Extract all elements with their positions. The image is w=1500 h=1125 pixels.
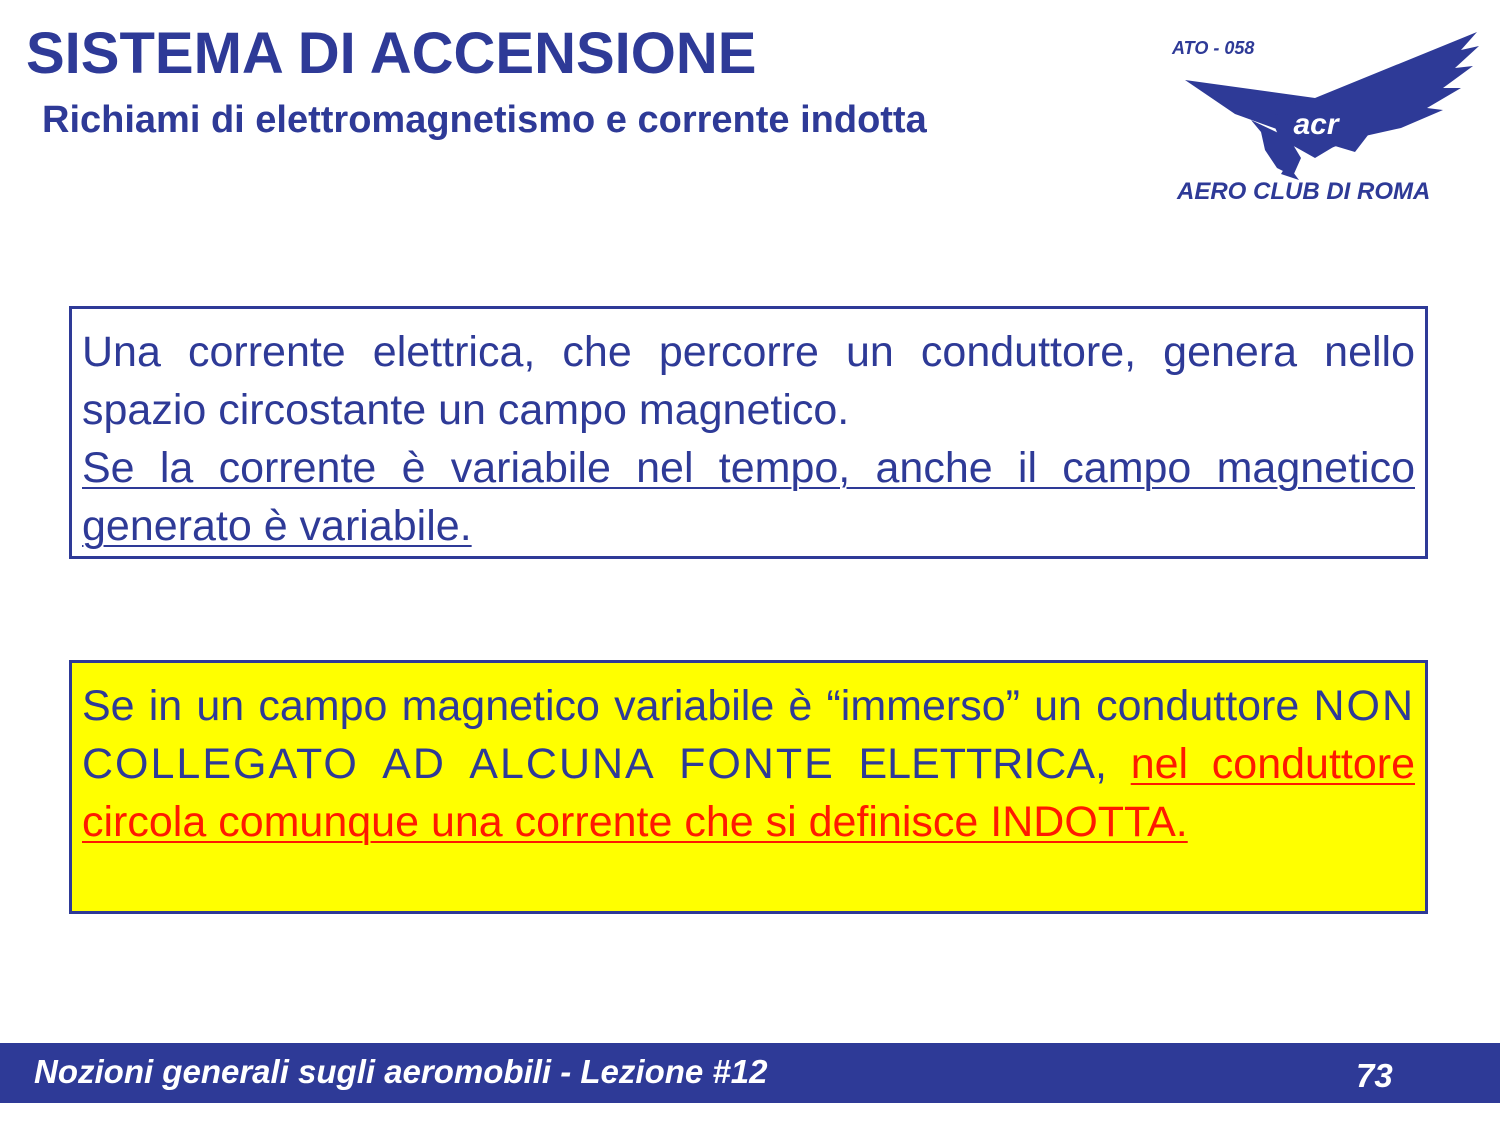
info-box-magnetic-field [69,306,1428,559]
footer-bar [0,1043,1500,1103]
slide-subtitle: Richiami di elettromagnetismo e corrente indotta [42,99,927,141]
box1-text-2: Se la corrente è variabile nel tempo, anche il campo magnetico generato è variabile. [82,444,1415,550]
box2-highlight-text: nel conduttore circola comunque una corrente che si definisce INDOTTA. [82,740,1415,846]
logo-monogram-text: acr [1293,108,1339,141]
box2-text-2: NON COLLEGATO AD ALCUNA FONTE [82,682,1415,788]
page-number: 73 [1356,1057,1393,1094]
box1-text-1: Una corrente elettrica, che percorre un conduttore, genera nello spazio circostante un campo magnetico. [82,328,1415,434]
box2-text-1: Se in un campo magnetico variabile è “immerso” un conduttore [82,682,1314,730]
footer-lesson-title: Nozioni generali sugli aeromobili - Lezione #12 [34,1053,768,1090]
logo-code: ATO - 058 [1172,38,1255,58]
logo-name: AERO CLUB DI ROMA [1177,178,1431,205]
logo-monogram [1288,104,1344,144]
box2-paragraph [82,677,1415,851]
slide-title: SISTEMA DI ACCENSIONE [26,21,757,86]
info-box-induced-current [69,660,1428,914]
box2-text-3: ELETTRICA, [834,740,1131,788]
